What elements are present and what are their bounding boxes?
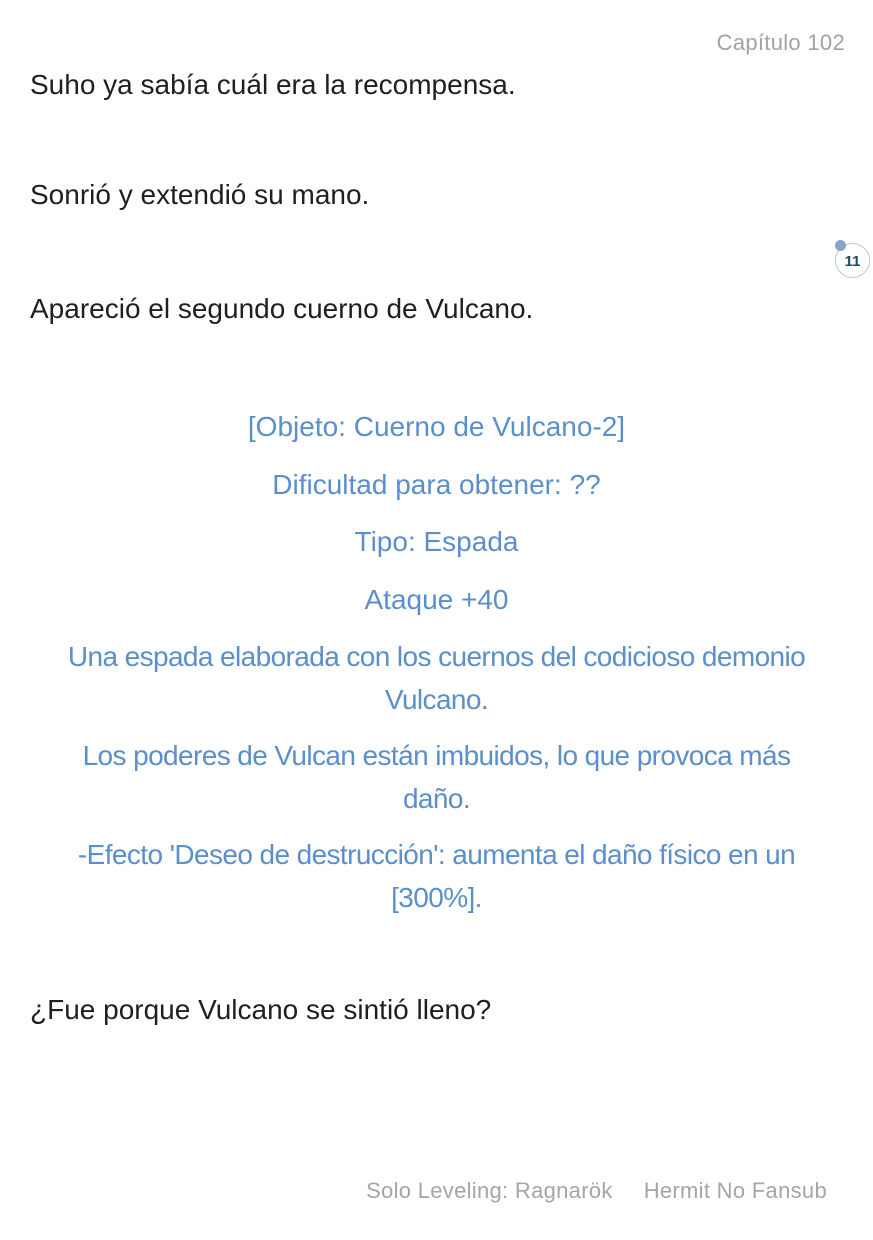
footer-series-title: Solo Leveling: Ragnarök	[366, 1178, 613, 1203]
item-window-line: Ataque +40	[364, 584, 509, 615]
body-paragraph: Sonrió y extendió su mano.	[30, 179, 370, 210]
item-window-line: daño.	[402, 783, 471, 814]
item-window-line: Los poderes de Vulcan están imbuidos, lo que provoca más	[82, 740, 791, 771]
body-paragraph: ¿Fue porque Vulcano se sintió lleno?	[30, 994, 492, 1025]
item-window-line: [300%].	[391, 882, 482, 913]
page-footer	[366, 1178, 827, 1204]
body-paragraph: Apareció el segundo cuerno de Vulcano.	[30, 293, 534, 324]
footer-fansub-name: Hermit No Fansub	[643, 1178, 827, 1203]
item-window-line: -Efecto 'Deseo de destrucción': aumenta el daño físico en un	[77, 839, 796, 870]
item-window-line: [Objeto: Cuerno de Vulcano-2]	[247, 411, 626, 442]
item-window-line: Una espada elaborada con los cuernos del codicioso demonio	[67, 641, 806, 672]
body-paragraph: Suho ya sabía cuál era la recompensa.	[30, 69, 516, 100]
annotation-count-label: 11	[844, 253, 861, 270]
item-window-line: Dificultad para obtener: ??	[272, 469, 601, 500]
annotation-dot-icon	[835, 240, 846, 251]
annotation-count-badge[interactable]	[835, 243, 870, 278]
chapter-label: Capítulo 102	[716, 30, 845, 55]
item-window-line: Tipo: Espada	[354, 526, 519, 557]
item-window-line: Vulcano.	[384, 684, 489, 715]
